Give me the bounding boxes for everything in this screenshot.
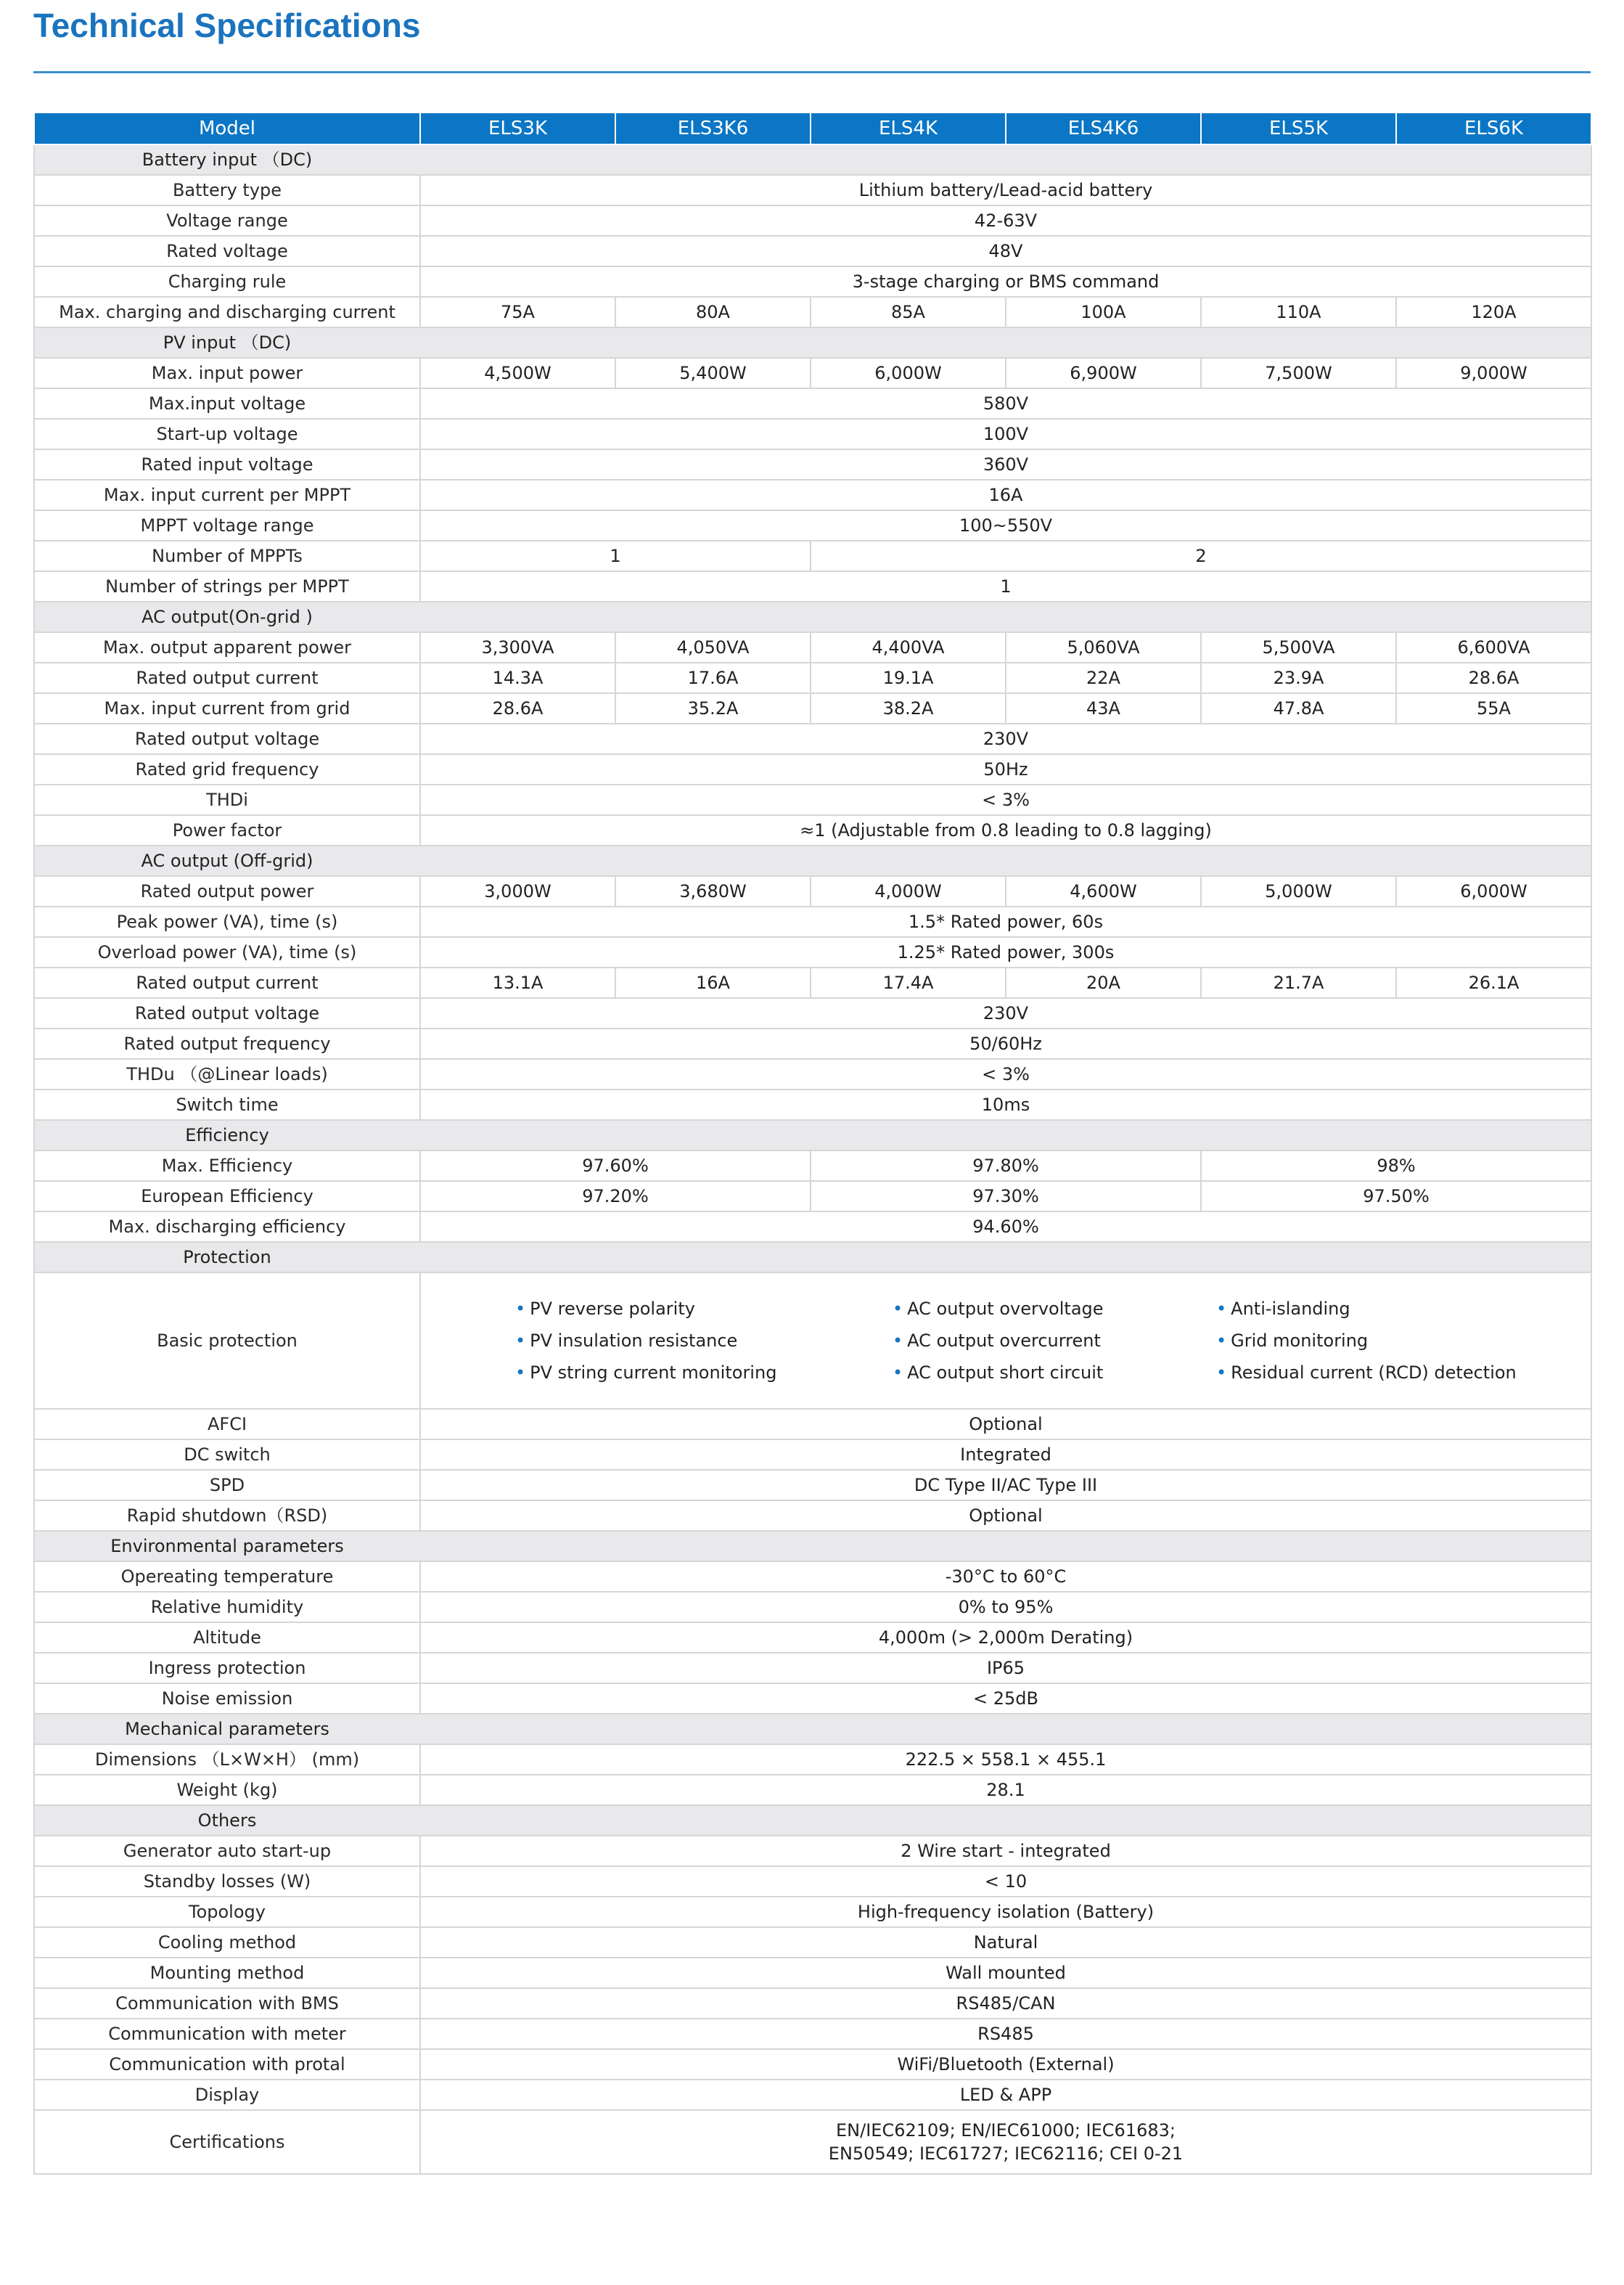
table-row (34, 1927, 1591, 1958)
row-label: MPPT voltage range (34, 510, 420, 541)
header-model-name: ELS4K6 (1006, 113, 1201, 144)
row-value: 5,500VA (1201, 632, 1396, 663)
row-label: Rated grid frequency (34, 754, 420, 785)
table-row (34, 1836, 1591, 1866)
row-label: Standby losses (W) (34, 1866, 420, 1897)
row-value: 38.2A (811, 693, 1006, 724)
table-row (34, 1150, 1591, 1181)
row-value: 4,400VA (811, 632, 1006, 663)
row-label: SPD (34, 1470, 420, 1500)
table-row (34, 541, 1591, 571)
bullet-icon: • (1216, 1299, 1227, 1319)
row-value: 6,000W (1396, 876, 1591, 907)
row-value: RS485 (420, 2019, 1591, 2049)
bullet-icon: • (1216, 1330, 1227, 1351)
table-row (34, 907, 1591, 937)
page-title: Technical Specifications (33, 7, 421, 44)
section-title: AC output (Off-grid) (141, 851, 313, 871)
row-value: 19.1A (811, 663, 1006, 693)
row-value: 75A (420, 297, 615, 327)
bullet-icon: • (515, 1299, 526, 1319)
row-value: 47.8A (1201, 693, 1396, 724)
section-title: Efficiency (185, 1125, 269, 1145)
bullet-icon: • (515, 1362, 526, 1383)
header-model-name: ELS6K (1396, 113, 1591, 144)
row-label: AFCI (34, 1409, 420, 1439)
row-label: Rated output frequency (34, 1029, 420, 1059)
row-value: 20A (1006, 968, 1201, 998)
row-value: 97.60% (420, 1150, 811, 1181)
row-value: LED & APP (420, 2080, 1591, 2110)
row-value: 4,500W (420, 358, 615, 388)
table-row (34, 876, 1591, 907)
row-label: Noise emission (34, 1683, 420, 1714)
row-value: 1 (420, 571, 1591, 602)
header-model-name: ELS3K6 (615, 113, 811, 144)
bullet-icon: • (893, 1299, 903, 1319)
row-label: Altitude (34, 1622, 420, 1653)
row-value: 230V (420, 724, 1591, 754)
row-value: 42-63V (420, 205, 1591, 236)
table-row (34, 724, 1591, 754)
row-value: Optional (420, 1409, 1591, 1439)
row-value: ≈1 (Adjustable from 0.8 leading to 0.8 lagging) (420, 815, 1591, 846)
table-row (34, 480, 1591, 510)
row-value: 98% (1201, 1150, 1591, 1181)
row-value: 9,000W (1396, 358, 1591, 388)
section-title: Battery input （DC) (142, 150, 313, 170)
row-value: 230V (420, 998, 1591, 1029)
table-row (34, 1622, 1591, 1653)
table-row (34, 266, 1591, 297)
section-title: AC output(On-grid ) (142, 607, 313, 627)
section-row (34, 1714, 1591, 1744)
row-value: 4,000m (> 2,000m Derating) (420, 1622, 1591, 1653)
row-value: < 25dB (420, 1683, 1591, 1714)
certifications-value (420, 2110, 1591, 2174)
row-value: 4,600W (1006, 876, 1201, 907)
row-value: 28.1 (420, 1775, 1591, 1805)
row-value: 3,680W (615, 876, 811, 907)
row-value: 100A (1006, 297, 1201, 327)
row-value: 14.3A (420, 663, 615, 693)
row-value: 360V (420, 449, 1591, 480)
table-row (34, 1181, 1591, 1211)
table-row (34, 1470, 1591, 1500)
row-value: 2 (811, 541, 1591, 571)
table-row (34, 1683, 1591, 1714)
row-label: Basic protection (34, 1272, 420, 1409)
table-row (34, 2080, 1591, 2110)
row-label: European Efficiency (34, 1181, 420, 1211)
list-item: • PV reverse polarity (515, 1299, 695, 1319)
table-row (34, 1272, 1591, 1409)
section-row (34, 144, 1591, 175)
table-row (34, 785, 1591, 815)
row-label: Start-up voltage (34, 419, 420, 449)
row-value: 16A (615, 968, 811, 998)
row-label: Max. output apparent power (34, 632, 420, 663)
section-title: PV input （DC) (163, 332, 292, 353)
row-value: 120A (1396, 297, 1591, 327)
section-title: Environmental parameters (110, 1536, 344, 1556)
row-value: 97.80% (811, 1150, 1201, 1181)
row-label: Topology (34, 1897, 420, 1927)
table-row (34, 1958, 1591, 1988)
row-value: 10ms (420, 1090, 1591, 1120)
header-model: Model (34, 113, 420, 144)
row-label: Certifications (34, 2110, 420, 2174)
table-row (34, 297, 1591, 327)
cert-line: EN50549; IEC61727; IEC62116; CEI 0-21 (828, 2143, 1184, 2164)
table-row (34, 1409, 1591, 1439)
list-item: • Residual current (RCD) detection (1216, 1362, 1517, 1383)
row-label: Ingress protection (34, 1653, 420, 1683)
row-value: Lithium battery/Lead-acid battery (420, 175, 1591, 205)
table-row (34, 205, 1591, 236)
row-label: DC switch (34, 1439, 420, 1470)
table-row (34, 175, 1591, 205)
row-value: 13.1A (420, 968, 615, 998)
table-row (34, 632, 1591, 663)
row-value: Optional (420, 1500, 1591, 1531)
row-label: Rated output voltage (34, 998, 420, 1029)
header-model-name: ELS4K (811, 113, 1006, 144)
row-value: -30°C to 60°C (420, 1561, 1591, 1592)
header-row (34, 113, 1591, 144)
row-value: IP65 (420, 1653, 1591, 1683)
row-label: Rated output power (34, 876, 420, 907)
table-row (34, 1561, 1591, 1592)
table-row (34, 663, 1591, 693)
row-value: 28.6A (420, 693, 615, 724)
row-label: Rated output current (34, 968, 420, 998)
row-label: Rapid shutdown（RSD) (34, 1500, 420, 1531)
table-row (34, 1592, 1591, 1622)
row-label: Voltage range (34, 205, 420, 236)
row-value: 5,000W (1201, 876, 1396, 907)
row-value: WiFi/Bluetooth (External) (420, 2049, 1591, 2080)
table-row (34, 937, 1591, 968)
table-row (34, 1744, 1591, 1775)
row-value: 43A (1006, 693, 1201, 724)
table-row (34, 1653, 1591, 1683)
row-value: 7,500W (1201, 358, 1396, 388)
row-label: Max.input voltage (34, 388, 420, 419)
table-row (34, 2110, 1591, 2174)
row-label: Charging rule (34, 266, 420, 297)
spec-table (33, 112, 1592, 2175)
row-label: Power factor (34, 815, 420, 846)
table-row (34, 1988, 1591, 2019)
table-row (34, 968, 1591, 998)
section-title: Mechanical parameters (125, 1719, 329, 1739)
section-row (34, 602, 1591, 632)
row-value: High-frequency isolation (Battery) (420, 1897, 1591, 1927)
row-value: 100V (420, 419, 1591, 449)
bullet-icon: • (1216, 1362, 1227, 1383)
table-row (34, 571, 1591, 602)
table-row (34, 1059, 1591, 1090)
row-label: Max. charging and discharging current (34, 297, 420, 327)
table-row (34, 1090, 1591, 1120)
bullet-icon: • (893, 1362, 903, 1383)
row-value: 35.2A (615, 693, 811, 724)
row-value: 50/60Hz (420, 1029, 1591, 1059)
table-row (34, 693, 1591, 724)
row-label: Opereating temperature (34, 1561, 420, 1592)
bullet-icon: • (515, 1330, 526, 1351)
protection-column (515, 1293, 893, 1389)
row-label: Communication with meter (34, 2019, 420, 2049)
row-value: < 3% (420, 785, 1591, 815)
row-value: 97.30% (811, 1181, 1201, 1211)
row-label: Rated output current (34, 663, 420, 693)
row-label: Max. discharging efficiency (34, 1211, 420, 1242)
row-value: 6,000W (811, 358, 1006, 388)
row-label: THDu （@Linear loads) (34, 1059, 420, 1090)
section-row (34, 1120, 1591, 1150)
row-label: Max. input current from grid (34, 693, 420, 724)
table-row (34, 754, 1591, 785)
row-label: Overload power (VA), time (s) (34, 937, 420, 968)
section-row (34, 1805, 1591, 1836)
row-value: 3,300VA (420, 632, 615, 663)
row-value: 0% to 95% (420, 1592, 1591, 1622)
row-value: 17.4A (811, 968, 1006, 998)
row-value: 580V (420, 388, 1591, 419)
list-item: • Grid monitoring (1216, 1330, 1369, 1351)
row-value: 1.5* Rated power, 60s (420, 907, 1591, 937)
section-row (34, 1531, 1591, 1561)
section-row (34, 327, 1591, 358)
row-value: 110A (1201, 297, 1396, 327)
row-value: 5,400W (615, 358, 811, 388)
section-row (34, 846, 1591, 876)
row-value: 3,000W (420, 876, 615, 907)
row-value: 97.20% (420, 1181, 811, 1211)
table-row (34, 2049, 1591, 2080)
row-label: Number of MPPTs (34, 541, 420, 571)
table-row (34, 815, 1591, 846)
protection-column (1216, 1293, 1517, 1389)
row-value: 21.7A (1201, 968, 1396, 998)
row-label: Max. input power (34, 358, 420, 388)
header-model-name: ELS5K (1201, 113, 1396, 144)
table-row (34, 1211, 1591, 1242)
row-label: Communication with protal (34, 2049, 420, 2080)
row-value: 6,900W (1006, 358, 1201, 388)
row-value: 48V (420, 236, 1591, 266)
row-label: Relative humidity (34, 1592, 420, 1622)
list-item: • AC output overcurrent (893, 1330, 1101, 1351)
row-label: Battery type (34, 175, 420, 205)
table-row (34, 998, 1591, 1029)
row-label: Number of strings per MPPT (34, 571, 420, 602)
table-row (34, 1775, 1591, 1805)
protection-column (893, 1293, 1216, 1389)
header-model-name: ELS3K (420, 113, 615, 144)
row-value: 6,600VA (1396, 632, 1591, 663)
section-row (34, 1242, 1591, 1272)
row-value: 26.1A (1396, 968, 1591, 998)
table-row (34, 236, 1591, 266)
row-label: Mounting method (34, 1958, 420, 1988)
table-row (34, 419, 1591, 449)
row-value: Wall mounted (420, 1958, 1591, 1988)
row-label: Rated input voltage (34, 449, 420, 480)
table-row (34, 1500, 1591, 1531)
section-title: Protection (183, 1247, 271, 1267)
row-label: Rated voltage (34, 236, 420, 266)
table-row (34, 449, 1591, 480)
row-label: Rated output voltage (34, 724, 420, 754)
list-item: • Anti-islanding (1216, 1299, 1350, 1319)
row-value: < 3% (420, 1059, 1591, 1090)
row-value: 16A (420, 480, 1591, 510)
row-value: 100~550V (420, 510, 1591, 541)
row-value: Natural (420, 1927, 1591, 1958)
row-value: 23.9A (1201, 663, 1396, 693)
table-row (34, 1866, 1591, 1897)
row-label: Display (34, 2080, 420, 2110)
row-label: Dimensions （L×W×H） (mm) (34, 1744, 420, 1775)
table-row (34, 358, 1591, 388)
row-value: RS485/CAN (420, 1988, 1591, 2019)
row-value: 85A (811, 297, 1006, 327)
row-value: Integrated (420, 1439, 1591, 1470)
protection-list (420, 1272, 1591, 1409)
table-row (34, 388, 1591, 419)
cert-line: EN/IEC62109; EN/IEC61000; IEC61683; (836, 2120, 1176, 2141)
row-label: Cooling method (34, 1927, 420, 1958)
list-item: • PV insulation resistance (515, 1330, 738, 1351)
section-title: Others (197, 1810, 257, 1831)
list-item: • AC output overvoltage (893, 1299, 1104, 1319)
row-value: 2 Wire start - integrated (420, 1836, 1591, 1866)
row-label: Max. Efficiency (34, 1150, 420, 1181)
row-value: 97.50% (1201, 1181, 1591, 1211)
row-value: 55A (1396, 693, 1591, 724)
row-value: 17.6A (615, 663, 811, 693)
table-row (34, 1897, 1591, 1927)
row-label: THDi (34, 785, 420, 815)
row-value: 80A (615, 297, 811, 327)
row-value: 1.25* Rated power, 300s (420, 937, 1591, 968)
list-item: • AC output short circuit (893, 1362, 1104, 1383)
row-value: 1 (420, 541, 811, 571)
row-label: Switch time (34, 1090, 420, 1120)
row-value: < 10 (420, 1866, 1591, 1897)
row-value: DC Type II/AC Type III (420, 1470, 1591, 1500)
row-value: 222.5 × 558.1 × 455.1 (420, 1744, 1591, 1775)
title-divider (33, 71, 1591, 73)
row-value: 3-stage charging or BMS command (420, 266, 1591, 297)
table-row (34, 2019, 1591, 2049)
row-value: 5,060VA (1006, 632, 1201, 663)
row-label: Peak power (VA), time (s) (34, 907, 420, 937)
row-label: Max. input current per MPPT (34, 480, 420, 510)
table-row (34, 1439, 1591, 1470)
table-row (34, 510, 1591, 541)
row-label: Generator auto start-up (34, 1836, 420, 1866)
row-label: Weight (kg) (34, 1775, 420, 1805)
row-value: 50Hz (420, 754, 1591, 785)
list-item: • PV string current monitoring (515, 1362, 777, 1383)
row-value: 4,000W (811, 876, 1006, 907)
row-value: 22A (1006, 663, 1201, 693)
bullet-icon: • (893, 1330, 903, 1351)
row-value: 28.6A (1396, 663, 1591, 693)
row-label: Communication with BMS (34, 1988, 420, 2019)
row-value: 94.60% (420, 1211, 1591, 1242)
table-row (34, 1029, 1591, 1059)
row-value: 4,050VA (615, 632, 811, 663)
